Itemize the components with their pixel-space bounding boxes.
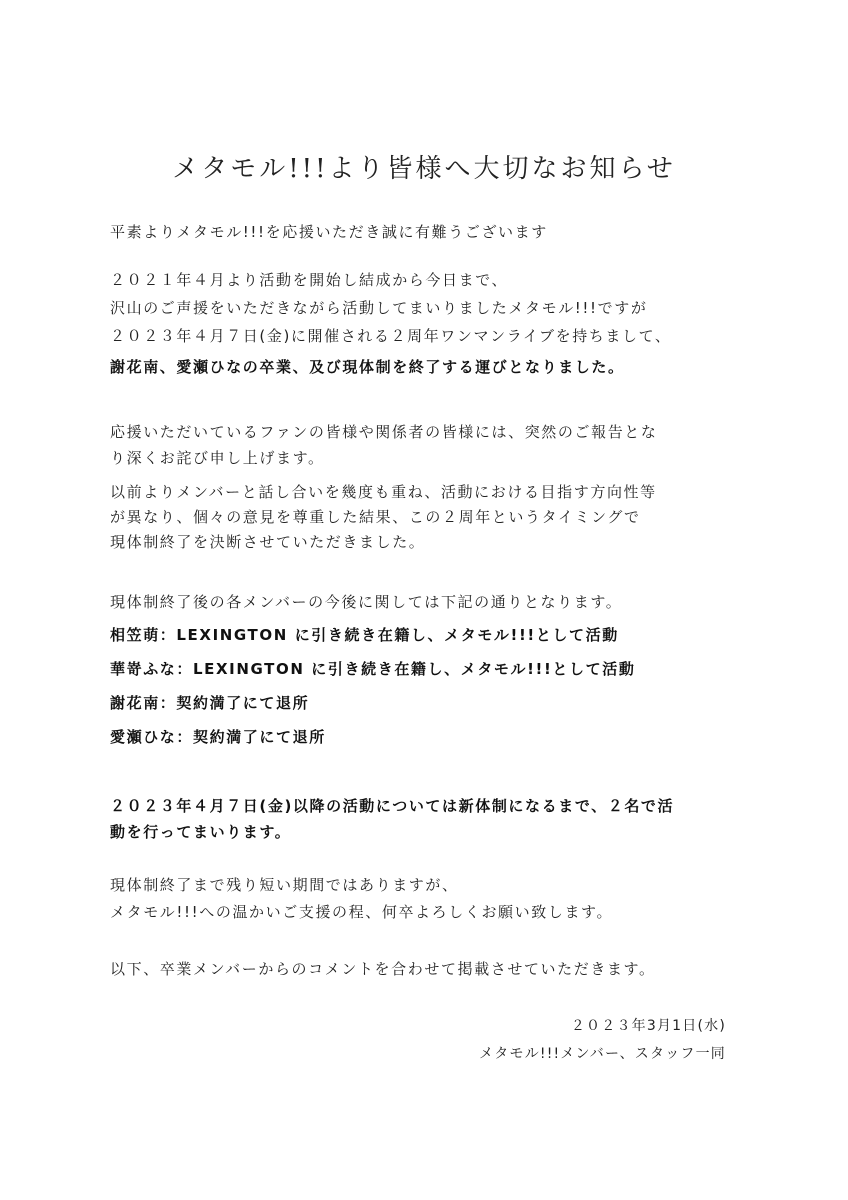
- para2-line-1: 応援いただいているファンの皆様や関係者の皆様には、突然のご報告とな: [110, 423, 658, 441]
- announcement-text: 謝花南、愛瀬ひなの卒業、及び現体制を終了する運びとなりました。: [110, 358, 625, 376]
- para2-line-2: り深くお詫び申し上げます。: [110, 449, 325, 467]
- member-status-3: 謝花南：契約満了にて退所: [110, 694, 310, 712]
- member-status-1: 相笠萌：LEXINGTON に引き続き在籍し、メタモル!!!として活動: [110, 626, 619, 644]
- notice-signature: メタモル!!!メンバー、スタッフ一同: [479, 1046, 726, 1062]
- greeting-text: 平素よりメタモル!!!を応援いただき誠に有難うございます: [110, 223, 548, 241]
- para3-line-3: 現体制終了を決断させていただきました。: [110, 533, 426, 551]
- para3-line-2: が異なり、個々の意見を尊重した結果、この２周年というタイミングで: [110, 508, 641, 526]
- para1-line-2: 沢山のご声援をいただきながら活動してまいりましたメタモル!!!ですが: [110, 299, 648, 317]
- member-status-4: 愛瀬ひな：契約満了にて退所: [110, 728, 326, 746]
- closing-line-1: 現体制終了まで残り短い期間ではありますが、: [110, 876, 459, 894]
- members-intro-text: 現体制終了後の各メンバーの今後に関しては下記の通りとなります。: [110, 593, 623, 611]
- notice-title: メタモル!!!より皆様へ大切なお知らせ: [172, 154, 676, 184]
- para1-line-3: ２０２３年４月７日(金)に開催される２周年ワンマンライブを持ちまして、: [110, 327, 672, 345]
- future-line-1: ２０２３年４月７日(金)以降の活動については新体制になるまで、２名で活: [110, 797, 675, 815]
- comments-note-text: 以下、卒業メンバーからのコメントを合わせて掲載させていただきます。: [110, 960, 656, 978]
- closing-line-2: メタモル!!!への温かいご支援の程、何卒よろしくお願い致します。: [110, 903, 614, 921]
- member-status-2: 華嵜ふな：LEXINGTON に引き続き在籍し、メタモル!!!として活動: [110, 660, 636, 678]
- notice-date: ２０２３年3月1日(水): [570, 1018, 726, 1034]
- para3-line-1: 以前よりメンバーと話し合いを幾度も重ね、活動における目指す方向性等: [110, 483, 657, 501]
- para1-line-1: ２０２１年４月より活動を開始し結成から今日まで、: [110, 271, 509, 289]
- future-line-2: 動を行ってまいります。: [110, 823, 292, 841]
